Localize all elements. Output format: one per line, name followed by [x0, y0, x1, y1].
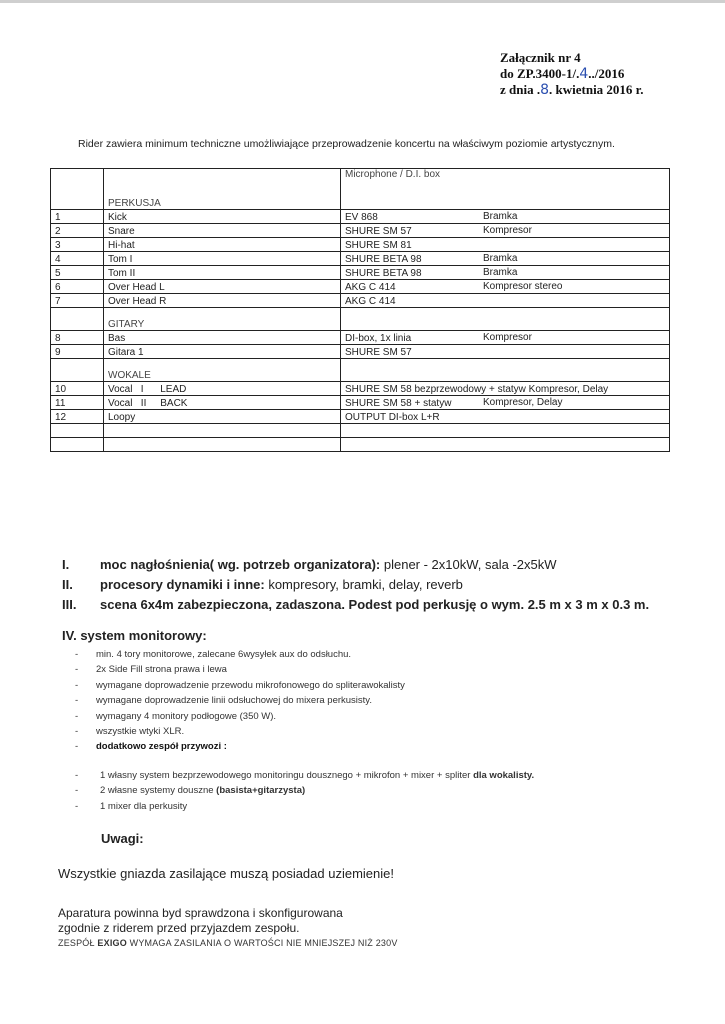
empty-cell	[104, 424, 341, 438]
mic-cell	[341, 280, 670, 294]
processing-note: Bramka	[483, 267, 518, 278]
table-row	[51, 294, 670, 308]
apparatus-note	[58, 906, 343, 936]
monitor-item	[75, 709, 405, 724]
monitor-item-text: wszystkie wtyki XLR.	[96, 726, 185, 738]
table-row	[51, 410, 670, 424]
channel-number: 8	[51, 331, 104, 345]
rider-table	[50, 168, 670, 452]
requirement-item	[62, 595, 649, 615]
bullet-dash: -	[75, 695, 79, 707]
apparatus-line-2: zgodnie z riderem przed przyjazdem zespołu.	[58, 921, 300, 935]
microphone-name: SHURE SM 58 bezprzewodowy + statyw Kompresor, Delay	[345, 384, 609, 395]
bullet-dash: -	[75, 664, 79, 676]
instrument-name: Tom II	[104, 266, 341, 280]
bullet-dash: -	[75, 726, 79, 738]
table-row	[51, 238, 670, 252]
bullet-dash: -	[75, 800, 79, 812]
instrument-name: Hi-hat	[104, 238, 341, 252]
requirement-label: scena 6x4m zabezpieczona, zadaszona. Podest pod perkusję o wym. 2.5 m x 3 m x 0.3 m.	[100, 597, 650, 612]
band-brings-text: 1 własny system bezprzewodowego monitoringu dousznego + mikrofon + mixer + spliter	[100, 770, 474, 781]
monitor-item	[75, 693, 405, 708]
band-brings-text: 1 mixer dla perkusity	[100, 800, 188, 812]
band-brings-item	[75, 783, 534, 798]
reference-suffix: ../2016	[588, 66, 625, 81]
apparatus-line-1: Aparatura powinna byd sprawdzona i skonfigurowana	[58, 906, 343, 920]
bullet-dash: -	[75, 770, 79, 781]
band-brings-item	[75, 799, 534, 814]
bullet-dash: -	[75, 741, 79, 753]
instrument-name: Vocal II BACK	[104, 396, 341, 410]
roman-numeral: III.	[62, 597, 77, 612]
mic-column-header: Microphone / D.I. box	[345, 169, 441, 180]
roman-numeral: II.	[62, 577, 73, 592]
extra-title-row	[75, 739, 405, 754]
mic-cell	[341, 224, 670, 238]
empty-cell	[104, 438, 341, 452]
roman-numeral: I.	[62, 557, 70, 572]
attachment-date	[500, 82, 710, 98]
instrument-name: Tom I	[104, 252, 341, 266]
section-mic-cell	[341, 359, 670, 382]
band-brings-item	[75, 768, 534, 783]
monitor-item	[75, 662, 405, 677]
attachment-header	[500, 50, 710, 98]
band-brings-title: dodatkowo zespół przywozi :	[96, 741, 227, 753]
channel-number: 1	[51, 210, 104, 224]
band-brings-bold: dla wokalisty.	[473, 770, 535, 781]
processing-note: Kompresor	[483, 225, 532, 236]
monitor-items	[75, 647, 405, 755]
mic-cell	[341, 345, 670, 359]
instrument-name: Snare	[104, 224, 341, 238]
band-brings-text: 2 własne systemy douszne	[100, 785, 217, 797]
channel-number: 9	[51, 345, 104, 359]
table-row	[51, 280, 670, 294]
mic-cell	[341, 294, 670, 308]
date-prefix: z dnia .	[500, 82, 541, 97]
requirement-item	[62, 555, 649, 575]
table-row	[51, 252, 670, 266]
table-row	[51, 266, 670, 280]
processing-note: Bramka	[483, 211, 518, 222]
empty-cell	[341, 424, 670, 438]
mic-cell	[341, 331, 670, 345]
mic-cell	[341, 382, 670, 396]
power-requirement-post: WYMAGA ZASILANIA O WARTOŚCI NIE MNIEJSZEJ NIŻ 230V	[126, 938, 398, 948]
instrument-name: Bas	[104, 331, 341, 345]
monitor-item	[75, 678, 405, 693]
requirement-label: moc nagłośnienia( wg. potrzeb organizatora):	[100, 557, 381, 572]
microphone-name: SHURE SM 57	[345, 347, 412, 358]
section-num-cell	[51, 359, 104, 382]
instrument-name: Loopy	[104, 410, 341, 424]
table-row	[51, 210, 670, 224]
monitor-item-text: wymagane doprowadzenie linii odsłuchowej do mixera perkusisty.	[96, 695, 372, 707]
channel-number: 2	[51, 224, 104, 238]
power-requirement	[58, 938, 398, 948]
empty-row	[51, 424, 670, 438]
section-mic-cell	[341, 169, 670, 210]
microphone-name: EV 868	[345, 212, 378, 223]
requirement-item	[62, 575, 649, 595]
requirement-value: plener - 2x10kW, sala -2x5kW	[380, 557, 557, 572]
monitor-item-text: wymagany 4 monitory podłogowe (350 W).	[96, 710, 277, 722]
monitor-item	[75, 647, 405, 662]
instrument-name: Over Head L	[104, 280, 341, 294]
intro-text: Rider zawiera minimum techniczne umożliwiające przeprowadzenie koncertu na właściwym poziomie artystycznym.	[78, 138, 615, 150]
monitor-item-text: 2x Side Fill strona prawa i lewa	[96, 664, 227, 676]
channel-number: 11	[51, 396, 104, 410]
bullet-dash: -	[75, 710, 79, 722]
table-row	[51, 396, 670, 410]
requirement-value: kompresory, bramki, delay, reverb	[264, 577, 463, 592]
processing-note: Kompresor, Delay	[483, 397, 563, 408]
microphone-name: SHURE SM 58 + statyw	[345, 398, 452, 409]
handwritten-day: 8	[540, 82, 550, 98]
empty-cell	[341, 438, 670, 452]
power-requirement-pre: ZESPÓŁ	[58, 938, 98, 948]
mic-cell	[341, 252, 670, 266]
scan-top-edge	[0, 0, 725, 3]
requirements-list	[62, 555, 649, 615]
channel-number: 3	[51, 238, 104, 252]
processing-note: Bramka	[483, 253, 518, 264]
reference-number	[500, 66, 710, 82]
section-row	[51, 308, 670, 331]
band-brings-bold: (basista+gitarzysta)	[216, 785, 306, 797]
microphone-name: SHURE BETA 98	[345, 268, 422, 279]
processing-note: Kompresor	[483, 332, 532, 343]
instrument-name: Kick	[104, 210, 341, 224]
microphone-name: DI-box, 1x linia	[345, 333, 412, 344]
grounding-note: Wszystkie gniazda zasilające muszą posiadad uziemienie!	[58, 866, 394, 881]
channel-number: 4	[51, 252, 104, 266]
section-row	[51, 359, 670, 382]
instrument-name: Over Head R	[104, 294, 341, 308]
empty-cell	[51, 424, 104, 438]
microphone-name: AKG C 414	[345, 282, 396, 293]
date-suffix: . kwietnia 2016 r.	[549, 82, 644, 97]
monitor-item-text: wymagane doprowadzenie przewodu mikrofonowego do spliterawokalisty	[96, 679, 405, 691]
section-title: GITARY	[104, 308, 341, 331]
section-row	[51, 169, 670, 210]
channel-number: 10	[51, 382, 104, 396]
bullet-dash: -	[75, 649, 79, 660]
section-mic-cell	[341, 308, 670, 331]
monitor-item	[75, 724, 405, 739]
notes-heading: Uwagi:	[101, 831, 144, 846]
empty-cell	[51, 438, 104, 452]
mic-cell	[341, 266, 670, 280]
handwritten-number: 4	[579, 66, 589, 82]
table-row	[51, 382, 670, 396]
bullet-dash: -	[75, 785, 79, 797]
monitor-system-title: IV. system monitorowy:	[62, 628, 207, 643]
empty-row	[51, 438, 670, 452]
mic-cell	[341, 210, 670, 224]
section-title: WOKALE	[104, 359, 341, 382]
channel-number: 7	[51, 294, 104, 308]
channel-number: 5	[51, 266, 104, 280]
microphone-name: AKG C 414	[345, 296, 396, 307]
mic-cell	[341, 410, 670, 424]
attachment-number: Załącznik nr 4	[500, 50, 581, 65]
bullet-dash: -	[75, 679, 79, 691]
monitor-item-text: min. 4 tory monitorowe, zalecane 6wysyłek aux do odsłuchu.	[96, 649, 352, 660]
section-num-cell	[51, 308, 104, 331]
section-title: PERKUSJA	[104, 169, 341, 210]
reference-prefix: do ZP.3400-1/.	[500, 66, 580, 81]
instrument-name: Gitara 1	[104, 345, 341, 359]
table-row	[51, 331, 670, 345]
band-name: EXIGO	[97, 938, 127, 948]
section-num-cell	[51, 169, 104, 210]
requirement-label: procesory dynamiki i inne:	[100, 577, 265, 592]
instrument-name: Vocal I LEAD	[104, 382, 341, 396]
band-brings-items	[75, 768, 534, 814]
microphone-name: OUTPUT DI-box L+R	[345, 412, 440, 423]
processing-note: Kompresor stereo	[483, 281, 563, 292]
mic-cell	[341, 396, 670, 410]
table-row	[51, 224, 670, 238]
microphone-name: SHURE SM 57	[345, 226, 412, 237]
mic-cell	[341, 238, 670, 252]
microphone-name: SHURE SM 81	[345, 240, 412, 251]
channel-number: 6	[51, 280, 104, 294]
table-row	[51, 345, 670, 359]
channel-number: 12	[51, 410, 104, 424]
microphone-name: SHURE BETA 98	[345, 254, 422, 265]
